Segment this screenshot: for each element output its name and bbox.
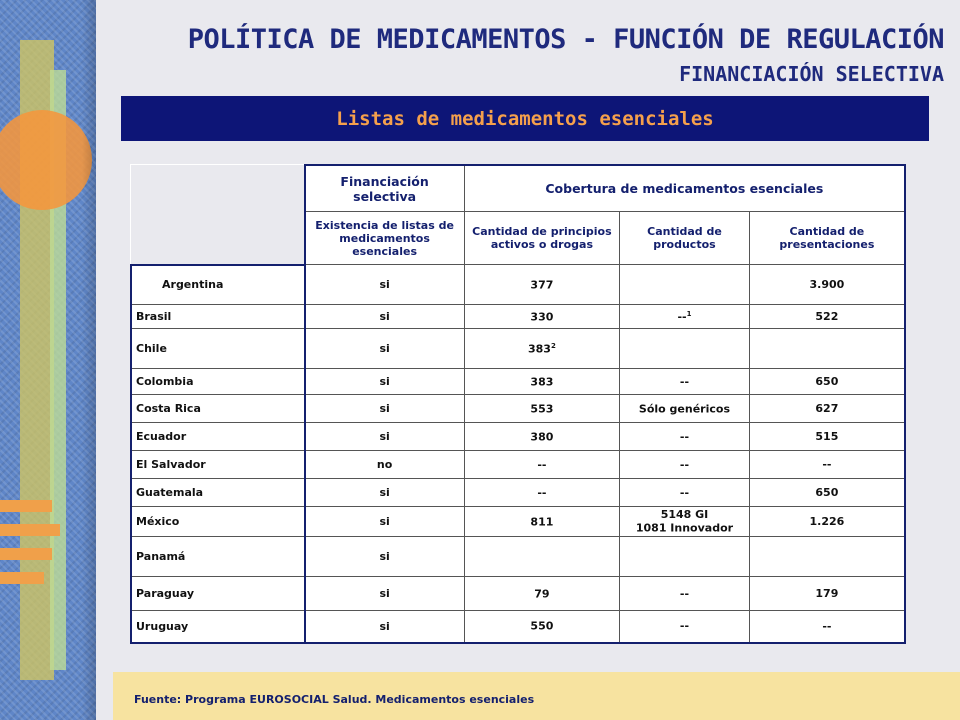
existencia-cell-value: si [379,375,390,388]
existencia-cell-value: si [379,430,390,443]
principios-cell-value: 383 [530,375,554,389]
productos-cell [620,577,750,611]
productos-cell-value: -- [679,587,690,601]
productos-cell [620,537,750,577]
presentaciones-cell [749,537,905,577]
existencia-cell [305,577,465,611]
presentaciones-cell-value: 522 [815,310,839,323]
existencia-cell [305,395,465,423]
country-cell [131,479,305,507]
country-cell-value: Colombia [136,375,194,388]
existencia-cell-value: si [379,310,390,323]
page-title: POLÍTICA DE MEDICAMENTOS - FUNCIÓN DE REGULACIÓN [187,24,944,55]
productos-cell [620,395,750,423]
principios-cell [464,479,619,507]
principios-cell-value: 79 [534,587,550,601]
productos-cell-value: -- [679,375,690,389]
principios-cell-value: 553 [530,402,554,416]
productos-cell-value: -- [679,486,690,500]
presentaciones-cell [749,451,905,479]
header-cobertura: Cobertura de medicamentos esenciales [464,165,905,212]
principios-cell [464,369,619,395]
existencia-cell [305,329,465,369]
country-cell-value: Panamá [136,550,186,563]
principios-cell-value: 811 [530,515,554,529]
principios-cell [464,537,619,577]
country-cell-value: Costa Rica [136,402,201,415]
presentaciones-cell [749,423,905,451]
productos-cell [620,479,750,507]
existencia-cell-value: si [379,278,390,291]
principios-cell-value: 383 [527,342,551,356]
productos-cell [620,423,750,451]
presentaciones-cell-value: 179 [815,587,839,600]
footer-bar [113,672,960,720]
principios-cell [464,507,619,537]
country-cell-value: Uruguay [136,619,189,633]
existencia-cell-value: si [379,587,390,600]
country-cell [131,423,305,451]
column-header-existencia: Existencia de listas de medicamentos esenciales [305,212,465,265]
presentaciones-cell [749,395,905,423]
principios-cell [464,451,619,479]
principios-cell-value: -- [537,486,547,500]
principios-cell [464,611,619,643]
country-cell [131,329,305,369]
productos-cell [620,265,750,305]
section-banner [121,96,929,141]
source-note: Fuente: Programa EUROSOCIAL Salud. Medicamentos esenciales [134,693,535,706]
country-cell [131,369,305,395]
existencia-cell [305,479,465,507]
country-cell [131,537,305,577]
presentaciones-cell-value: 515 [815,430,839,443]
existencia-cell-value: si [379,550,390,563]
productos-cell [620,305,750,329]
table-row [131,611,905,643]
productos-cell [620,507,750,537]
existencia-cell-value: no [376,458,393,471]
productos-cell [620,369,750,395]
table-corner [131,212,305,265]
presentaciones-cell [749,479,905,507]
principios-cell-value: 380 [530,430,554,444]
table-row [131,537,905,577]
existencia-cell-value: si [379,515,390,528]
decorative-shadow [82,0,96,720]
productos-cell [620,329,750,369]
presentaciones-cell-value: -- [822,619,832,633]
presentaciones-cell-value: -- [822,458,832,471]
productos-cell-value: -- [677,310,687,324]
footnote-marker: 2 [550,341,556,350]
existencia-cell [305,423,465,451]
productos-cell [620,451,750,479]
table-corner [131,165,305,212]
principios-cell [464,329,619,369]
presentaciones-cell [749,369,905,395]
table-row [131,507,905,537]
country-cell [131,305,305,329]
country-cell-value: Guatemala [136,486,204,499]
productos-cell-value: -- [679,620,690,634]
principios-cell-value: 330 [530,310,554,324]
country-cell [131,577,305,611]
country-cell-value: Ecuador [136,430,187,443]
table-row [131,479,905,507]
existencia-cell-value: si [379,402,390,415]
existencia-cell [305,451,465,479]
presentaciones-cell [749,305,905,329]
country-cell-value: El Salvador [136,458,206,471]
principios-cell [464,265,619,305]
presentaciones-cell-value: 650 [815,375,839,388]
existencia-cell-value: si [379,619,390,633]
table-row [131,451,905,479]
country-cell-value: Paraguay [136,587,194,600]
country-cell-value: México [136,515,180,528]
country-cell [131,611,305,643]
existencia-cell [305,507,465,537]
principios-cell [464,395,619,423]
presentaciones-cell [749,329,905,369]
decorative-orange-bar [0,572,44,584]
presentaciones-cell [749,611,905,643]
country-cell [131,265,305,305]
header-financiacion: Financiación selectiva [305,165,465,212]
existencia-cell [305,305,465,329]
principios-cell-value: 377 [530,278,554,292]
presentaciones-cell [749,577,905,611]
presentaciones-cell-value: 1.226 [809,515,845,528]
principios-cell-value: 550 [530,620,554,634]
country-cell-value: Brasil [136,310,172,323]
existencia-cell [305,611,465,643]
productos-cell-value: -- [679,430,690,444]
existencia-cell [305,265,465,305]
medicines-table [130,164,906,644]
page-subtitle: FINANCIACIÓN SELECTIVA [679,62,944,86]
productos-cell [620,611,750,643]
presentaciones-cell-value: 650 [815,486,839,499]
existencia-cell [305,369,465,395]
table-row [131,265,905,305]
decorative-orange-bar [0,524,60,536]
presentaciones-cell [749,265,905,305]
table-row [131,329,905,369]
table-row [131,305,905,329]
decorative-orange-circle [0,110,92,210]
decorative-strip [0,0,96,720]
decorative-orange-bar [0,548,52,560]
productos-cell-value: -- [679,458,690,472]
column-header-presentaciones: Cantidad de presentaciones [749,212,905,265]
table-row [131,577,905,611]
country-cell [131,451,305,479]
productos-cell-value: 5148 GI 1081 Innovador [635,508,734,535]
country-cell [131,507,305,537]
country-cell [131,395,305,423]
column-header-principios: Cantidad de principios activos o drogas [464,212,619,265]
table-row [131,423,905,451]
footnote-marker: 1 [686,309,692,318]
banner-text: Listas de medicamentos esenciales [336,107,714,130]
table-body [131,265,905,643]
principios-cell [464,305,619,329]
decorative-orange-bar [0,500,52,512]
country-cell-value: Chile [136,342,167,355]
productos-cell-value: Sólo genéricos [638,402,731,416]
presentaciones-cell-value: 3.900 [809,278,845,291]
principios-cell-value: -- [537,458,547,472]
table-row [131,395,905,423]
existencia-cell-value: si [379,342,390,355]
principios-cell [464,577,619,611]
presentaciones-cell [749,507,905,537]
existencia-cell [305,537,465,577]
column-header-productos: Cantidad de productos [620,212,750,265]
country-cell-value: Argentina [162,278,224,292]
principios-cell [464,423,619,451]
existencia-cell-value: si [379,486,390,499]
presentaciones-cell-value: 627 [815,402,839,415]
table-row [131,369,905,395]
